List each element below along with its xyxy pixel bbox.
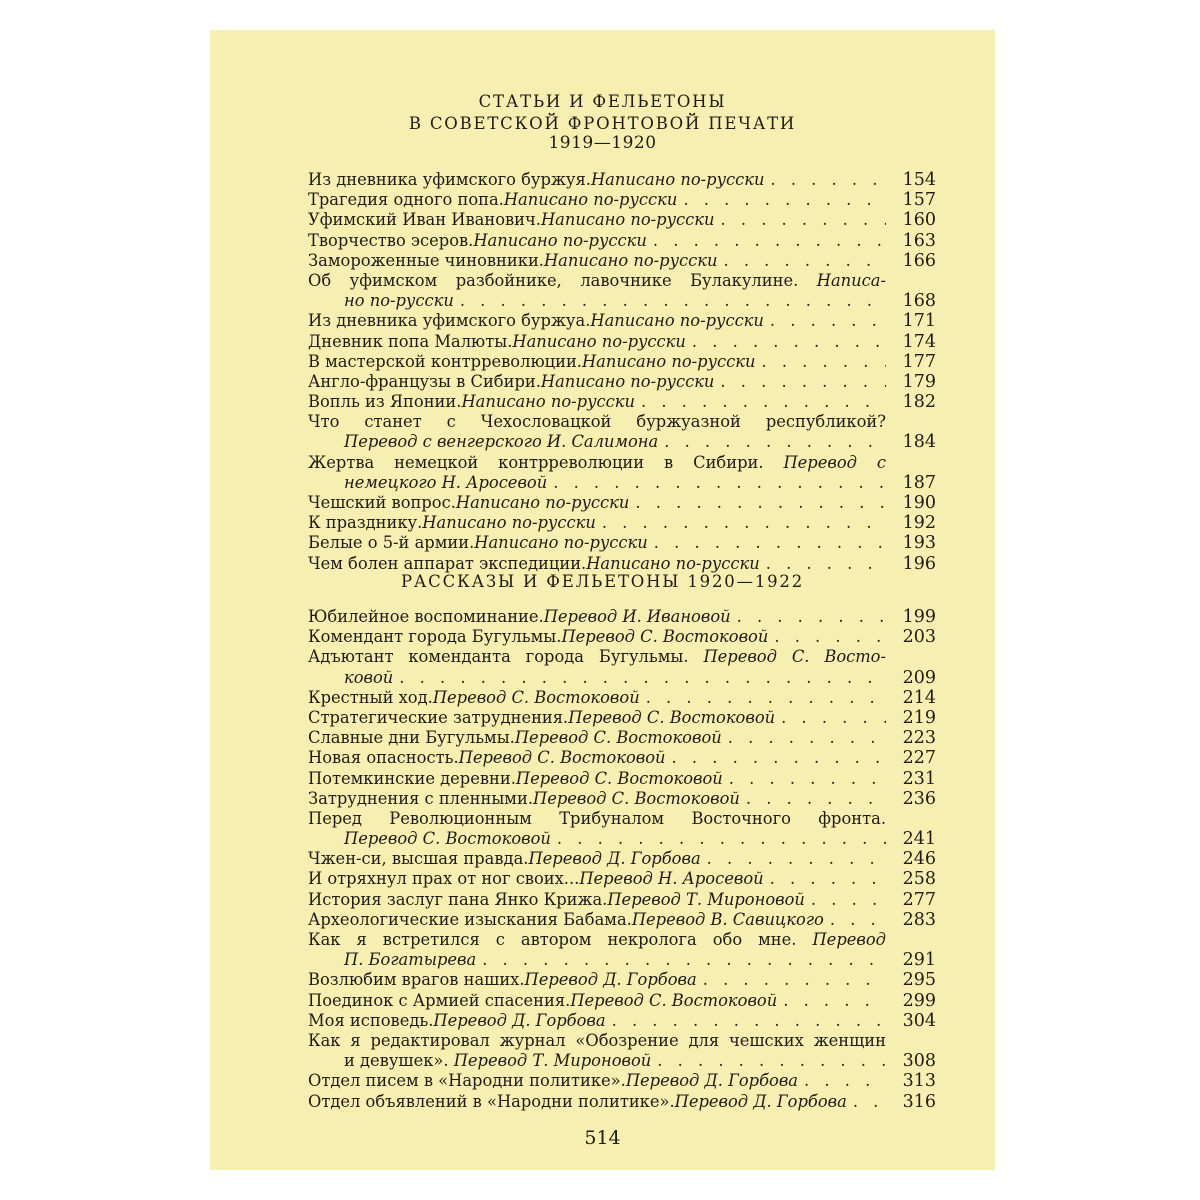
entry-page: 157: [902, 190, 936, 211]
entry-title: История заслуг пана Янко Крижа.: [308, 889, 608, 909]
entry-note: Перевод с: [783, 452, 886, 472]
entry-title: Возлюбим врагов наших.: [308, 970, 525, 990]
entry-page: 179: [902, 371, 936, 392]
entry-title: Об уфимском разбойнике, лавочнике Булакулине.: [308, 270, 799, 290]
dot-leader: [777, 991, 886, 1011]
entry-note: Написано по-русски: [461, 392, 635, 412]
entry-note: Написано по-русски: [474, 533, 648, 553]
dot-leader: [723, 769, 886, 789]
entry-page: 166: [902, 250, 936, 271]
dot-leader: [651, 1051, 886, 1071]
entry-title: Славные дни Бугульмы.: [308, 728, 515, 748]
dot-leader: [697, 970, 886, 990]
entry-page: 219: [902, 707, 936, 728]
section2-toc-list: [308, 607, 936, 1112]
toc-entry: [308, 647, 936, 687]
entry-note: Перевод Д. Горбова: [524, 970, 697, 990]
dot-leader: [740, 789, 886, 809]
dot-leader: [715, 210, 887, 230]
entry-page: 160: [902, 210, 936, 231]
toc-entry: [308, 789, 936, 809]
dot-leader: [606, 1011, 886, 1031]
section2-title: РАССКАЗЫ И ФЕЛЬЕТОНЫ 1920—1922: [400, 572, 805, 591]
toc-entry: [308, 170, 936, 190]
dot-leader: [764, 170, 886, 190]
toc-entry: [308, 251, 936, 271]
dot-leader: [775, 708, 886, 728]
entry-note-cont: немецкого Н. Аросевой: [344, 472, 548, 492]
entry-page: 304: [902, 1010, 936, 1031]
entry-title: Стратегические затруднения.: [308, 707, 569, 727]
dot-leader: [596, 513, 886, 533]
toc-entry: [308, 1092, 936, 1112]
toc-entry: [308, 991, 936, 1011]
entry-title-cont: и девушек».: [344, 1051, 449, 1071]
entry-note: Написано по-русски: [590, 311, 764, 331]
entry-note: Написано по-русски: [473, 230, 647, 250]
dot-leader: [677, 190, 886, 210]
entry-note: Написано по-русски: [590, 170, 765, 189]
entry-title: И отряхнул прах от ног своих...: [308, 869, 580, 889]
entry-page: 241: [902, 829, 936, 850]
entry-line-1: [308, 930, 886, 950]
entry-line-1: [308, 1031, 886, 1051]
entry-note: Перевод С. Востоковой: [514, 728, 722, 748]
entry-page: 193: [902, 533, 936, 554]
entry-title: Жертва немецкой контрреволюции в Сибири.: [308, 452, 764, 472]
dot-leader: [648, 533, 886, 553]
dot-leader: [764, 869, 886, 889]
entry-note: Перевод С. Востоковой: [568, 707, 776, 727]
toc-entry: [308, 332, 936, 352]
entry-title: Трагедия одного попа.: [308, 190, 504, 210]
entry-title: Из дневника уфимского буржуа.: [308, 311, 591, 331]
toc-entry: [308, 554, 936, 574]
entry-page: 192: [902, 513, 936, 534]
entry-note: Написано по-русски: [586, 553, 760, 573]
toc-entry: [308, 869, 936, 889]
toc-entry: [308, 688, 936, 708]
entry-note: Написано по-русски: [422, 513, 596, 533]
entry-note: Написано по-русски: [540, 371, 715, 391]
toc-entry: [308, 372, 936, 392]
entry-title: Что станет с Чехословацкой буржуазной республикой?: [308, 412, 886, 432]
entry-page: 246: [902, 849, 936, 870]
entry-page: 163: [902, 230, 936, 251]
toc-entry: [308, 728, 936, 748]
entry-title: Перед Революционным Трибуналом Восточного фронта.: [308, 808, 886, 828]
entry-title: Отдел писем в «Народни политике».: [308, 1071, 626, 1091]
toc-entry: [308, 190, 936, 210]
entry-title: Из дневника уфимского буржуя.: [308, 170, 591, 189]
entry-title: Творчество эсеров.: [308, 230, 474, 250]
entry-page: 236: [902, 788, 936, 809]
entry-page: 184: [902, 432, 936, 453]
entry-note: Перевод В. Савицкого: [631, 909, 824, 929]
entry-note: Перевод Д. Горбова: [674, 1091, 847, 1111]
entry-title: Новая опасность.: [308, 748, 459, 768]
entry-page: 227: [902, 748, 936, 769]
entry-line-1: [308, 271, 886, 291]
entry-title: Уфимский Иван Иванович.: [308, 210, 541, 230]
dot-leader: [547, 473, 886, 493]
dot-leader: [647, 231, 886, 251]
entry-title: Дневник попа Малюты.: [308, 331, 513, 351]
entry-page: 154: [902, 170, 936, 190]
entry-note: Перевод Д. Горбова: [433, 1010, 606, 1030]
entry-page: 223: [902, 728, 936, 749]
entry-title: Англо-французы в Сибири.: [308, 371, 541, 391]
entry-page: 283: [902, 909, 936, 930]
toc-entry: [308, 607, 936, 627]
dot-leader: [686, 332, 886, 352]
toc-entry: [308, 708, 936, 728]
dot-leader: [798, 1071, 886, 1091]
toc-entry: [308, 970, 936, 990]
entry-note: Написано по-русски: [540, 210, 715, 230]
entry-page: 277: [902, 889, 936, 910]
dot-leader: [768, 627, 886, 647]
dot-leader: [847, 1092, 886, 1112]
entry-title: Чжен-си, высшая правда.: [308, 849, 529, 869]
toc-entry: [308, 210, 936, 230]
entry-page: 231: [902, 768, 936, 789]
entry-note: Перевод С. Востоковой: [533, 788, 740, 808]
entry-title: Затруднения с пленными.: [308, 788, 533, 808]
entry-note: Перевод Д. Горбова: [528, 849, 701, 869]
dot-leader: [722, 728, 886, 748]
entry-title: В мастерской контрреволюции.: [308, 351, 582, 371]
entry-title: Отдел объявлений в «Народни политике».: [308, 1091, 675, 1111]
entry-page: 187: [902, 472, 936, 493]
entry-note: Перевод С. Востоковой: [458, 748, 666, 768]
dot-leader: [755, 352, 886, 372]
dot-leader: [635, 392, 886, 412]
toc-entry: [308, 910, 936, 930]
toc-entry: [308, 930, 936, 970]
entry-page: 209: [902, 667, 936, 688]
dot-leader: [551, 829, 886, 849]
entry-page: 171: [902, 311, 936, 332]
entry-note: Написано по-русски: [503, 190, 678, 210]
entry-note: Написано по-русски: [455, 493, 630, 512]
section1-title-line2: В СОВЕТСКОЙ ФРОНТОВОЙ ПЕЧАТИ: [408, 114, 797, 133]
dot-leader: [629, 493, 886, 513]
entry-title: Как я встретился с автором некролога обо мне.: [308, 930, 797, 949]
entry-title: Адъютант коменданта города Бугульмы.: [308, 647, 689, 667]
book-page: [210, 30, 995, 1170]
entry-note-cont: Перевод Т. Мироновой: [453, 1051, 652, 1071]
entry-note: Перевод С. Востоковой: [515, 768, 723, 788]
section1-years: 1919—1920: [548, 133, 657, 153]
dot-leader: [714, 372, 886, 392]
dot-leader: [658, 432, 886, 452]
entry-page: 291: [902, 950, 936, 971]
entry-page: 295: [902, 970, 936, 991]
entry-note: Перевод Н. Аросевой: [579, 869, 764, 889]
entry-note: Перевод С. Востоковой: [561, 627, 769, 647]
entry-line-1: [308, 809, 886, 829]
entry-page: 196: [902, 553, 936, 574]
entry-page: 177: [902, 351, 936, 372]
toc-entry: [308, 627, 936, 647]
toc-entry: [308, 392, 936, 412]
entry-page: 214: [902, 687, 936, 708]
entry-page: 299: [902, 990, 936, 1011]
entry-note: Перевод С. Востоковой: [570, 990, 778, 1010]
entry-title: Поединок с Армией спасения.: [308, 990, 571, 1010]
entry-note: Перевод С. Восто-: [703, 647, 886, 667]
entry-note: Написа-: [816, 270, 886, 290]
toc-entry: [308, 809, 936, 849]
toc-entry: [308, 352, 936, 372]
entry-line-1: [308, 453, 886, 473]
toc-entry: [308, 748, 936, 768]
entry-line-1: [308, 647, 886, 667]
entry-page: 258: [902, 869, 936, 890]
entry-page: 199: [902, 607, 936, 627]
toc-entry: [308, 1011, 936, 1031]
dot-leader: [640, 688, 886, 708]
entry-note: Перевод Т. Мироновой: [607, 889, 805, 909]
toc-entry: [308, 311, 936, 331]
entry-title: Как я редактировал журнал «Обозрение для чешских женщин: [308, 1030, 886, 1050]
toc-entry: [308, 271, 936, 311]
entry-page: 182: [902, 392, 936, 413]
toc-entry: [308, 1071, 936, 1091]
entry-title: К празднику.: [308, 513, 423, 533]
entry-page: 190: [902, 493, 936, 513]
entry-title: Чешский вопрос.: [308, 493, 456, 512]
toc-entry: [308, 849, 936, 869]
entry-title: Потемкинские деревни.: [308, 768, 516, 788]
entry-note: Написано по-русски: [512, 331, 686, 351]
entry-note-cont: ковой: [344, 667, 394, 687]
entry-note: Написано по-русски: [543, 250, 718, 270]
toc-entry: [308, 533, 936, 553]
dot-leader: [701, 849, 886, 869]
entry-title: Замороженные чиновники.: [308, 250, 544, 270]
toc-entry: [308, 513, 936, 533]
dot-leader: [454, 291, 886, 311]
entry-line-1: [308, 412, 886, 432]
entry-note: Перевод И. Ивановой: [543, 607, 731, 626]
entry-note-cont: но по-русски: [344, 291, 454, 311]
page-number: 514: [584, 1127, 621, 1149]
entry-title: Комендант города Бугульмы.: [308, 627, 562, 647]
toc-entry: [308, 231, 936, 251]
entry-note: Перевод: [812, 930, 886, 949]
section1-title-line1: СТАТЬИ И ФЕЛЬЕТОНЫ: [478, 92, 727, 111]
dot-leader: [805, 890, 886, 910]
entry-title: Белые о 5-й армии.: [308, 533, 475, 553]
toc-entry: [308, 453, 936, 493]
dot-leader: [764, 311, 886, 331]
toc-entry: [308, 1031, 936, 1071]
entry-title: Моя исповедь.: [308, 1010, 434, 1030]
toc-entry: [308, 493, 936, 513]
entry-title: Вопль из Японии.: [308, 392, 462, 412]
entry-note: Написано по-русски: [581, 351, 756, 371]
dot-leader: [824, 910, 886, 930]
entry-page: 168: [902, 291, 936, 312]
entry-title: Археологические изыскания Бабама.: [308, 909, 632, 929]
dot-leader: [393, 668, 886, 688]
toc-entry: [308, 769, 936, 789]
entry-title: Юбилейное воспоминание.: [308, 607, 544, 626]
entry-title: Крестный ход.: [308, 687, 433, 707]
dot-leader: [476, 950, 886, 970]
entry-note: Перевод Д. Горбова: [625, 1071, 799, 1091]
dot-leader: [717, 251, 886, 271]
entry-title: Чем болен аппарат экспедиции.: [308, 553, 587, 573]
entry-page: 313: [902, 1071, 936, 1092]
entry-note-cont: Перевод с венгерского И. Салимона: [344, 432, 659, 452]
dot-leader: [666, 748, 886, 768]
entry-page: 316: [902, 1091, 936, 1112]
entry-note-cont: П. Богатырева: [344, 950, 477, 970]
entry-note-cont: Перевод С. Востоковой: [344, 829, 551, 849]
entry-note: Перевод С. Востоковой: [432, 687, 640, 707]
dot-leader: [731, 607, 886, 627]
section1-toc-list: [308, 170, 936, 574]
toc-entry: [308, 412, 936, 452]
entry-page: 174: [902, 331, 936, 352]
toc-entry: [308, 890, 936, 910]
dot-leader: [760, 554, 886, 574]
entry-page: 203: [902, 627, 936, 648]
entry-page: 308: [902, 1051, 936, 1072]
